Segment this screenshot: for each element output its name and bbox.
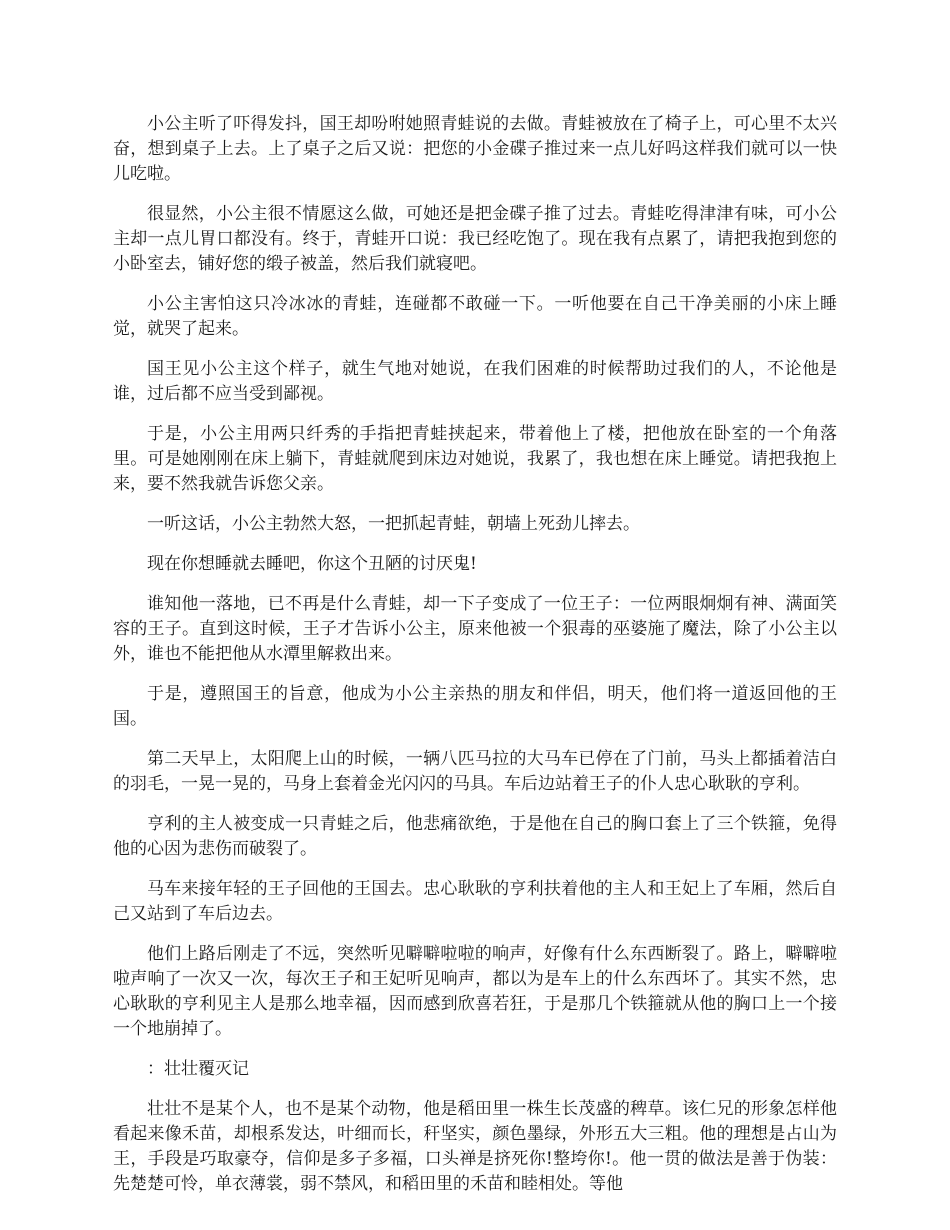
paragraph: 壮壮不是某个人，也不是某个动物，他是稻田里一株生长茂盛的稗草。该仁兄的形象怎样他看起来像禾苗，却根系发达，叶细而长，秆坚实，颜色墨绿，外形五大三粗。他的理想是占山为王，手段是巧取豪夺，信仰是多子多福，口头禅是挤死你!整垮你!。他一贯的做法是善于伪装：先楚楚可怜，单衣薄裳，弱不禁风，和稻田里的禾苗和睦相处。等他	[113, 1099, 837, 1194]
paragraph: 小公主听了吓得发抖，国王却吩咐她照青蛙说的去做。青蛙被放在了椅子上，可心里不太兴奋，想到桌子上去。上了桌子之后又说：把您的小金碟子推过来一点儿好吗这样我们就可以一快儿吃啦。	[113, 114, 837, 184]
paragraph: 于是，遵照国王的旨意，他成为小公主亲热的朋友和伴侣，明天，他们将一道返回他的王国。	[113, 684, 837, 729]
paragraph: 现在你想睡就去睡吧，你这个丑陋的讨厌鬼!	[147, 554, 477, 574]
paragraph: 很显然，小公主很不情愿这么做，可她还是把金碟子推了过去。青蛙吃得津津有味，可小公主却一点儿胃口都没有。终于，青蛙开口说：我已经吃饱了。现在我有点累了，请把我抱到您的小卧室去，铺好您的缎子被盖，然后我们就寝吧。	[113, 204, 837, 274]
paragraph: 于是，小公主用两只纤秀的手指把青蛙挟起来，带着他上了楼，把他放在卧室的一个角落里。可是她刚刚在床上躺下，青蛙就爬到床边对她说，我累了，我也想在床上睡觉。请把我抱上来，要不然我就告诉您父亲。	[113, 424, 837, 494]
paragraph: 国王见小公主这个样子，就生气地对她说，在我们困难的时候帮助过我们的人，不论他是谁，过后都不应当受到鄙视。	[113, 359, 837, 404]
document-page	[113, 112, 837, 1212]
section-heading: ：壮壮覆灭记	[147, 1059, 249, 1079]
paragraph: 亨利的主人被变成一只青蛙之后，他悲痛欲绝，于是他在自己的胸口套上了三个铁箍，免得他的心因为悲伤而破裂了。	[113, 814, 837, 859]
paragraph: 一听这话，小公主勃然大怒，一把抓起青蛙，朝墙上死劲儿摔去。	[147, 514, 640, 534]
paragraph: 马车来接年轻的王子回他的王国去。忠心耿耿的亨利扶着他的主人和王妃上了车厢，然后自己又站到了车后边去。	[113, 879, 837, 924]
paragraph: 第二天早上，太阳爬上山的时候，一辆八匹马拉的大马车已停在了门前，马头上都插着洁白的羽毛，一晃一晃的，马身上套着金光闪闪的马具。车后边站着王子的仆人忠心耿耿的亨利。	[113, 749, 837, 794]
paragraph: 他们上路后刚走了不远，突然听见噼噼啦啦的响声，好像有什么东西断裂了。路上，噼噼啦啦声响了一次又一次，每次王子和王妃听见响声，都以为是车上的什么东西坏了。其实不然，忠心耿耿的亨利见主人是那么地幸福，因而感到欣喜若狂，于是那几个铁箍就从他的胸口上一个接一个地崩掉了。	[113, 944, 837, 1039]
paragraph: 谁知他一落地，已不再是什么青蛙，却一下子变成了一位王子：一位两眼炯炯有神、满面笑容的王子。直到这时候，王子才告诉小公主，原来他被一个狠毒的巫婆施了魔法，除了小公主以外，谁也不能把他从水潭里解救出来。	[113, 594, 837, 664]
paragraph: 小公主害怕这只冷冰冰的青蛙，连碰都不敢碰一下。一听他要在自己干净美丽的小床上睡觉，就哭了起来。	[113, 294, 837, 339]
